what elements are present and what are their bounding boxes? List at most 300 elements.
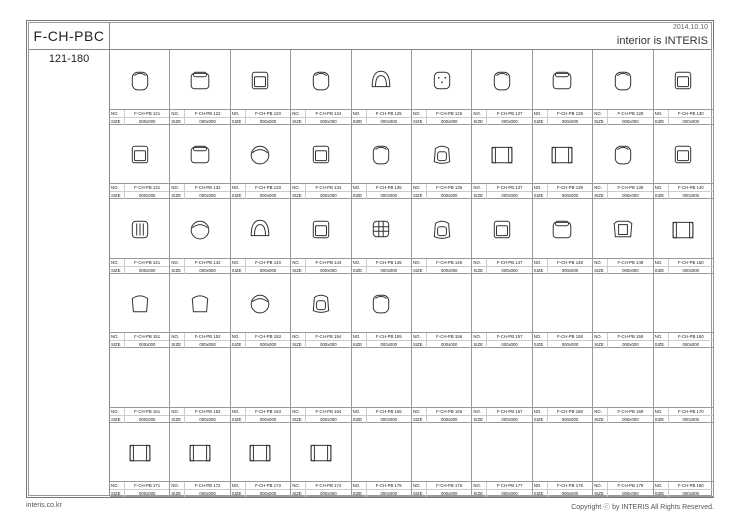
- chair-grid: [110, 50, 711, 495]
- chair-size: 000x000: [501, 342, 518, 347]
- size-key: SIZE: [352, 490, 367, 497]
- chair-sofa-icon: [551, 143, 573, 165]
- chair-size: 000x000: [320, 193, 337, 198]
- no-key: NO.: [110, 408, 125, 415]
- chair-code: F-CH-PB 140: [677, 185, 704, 190]
- chair-code: F-CH-PB 172: [194, 483, 221, 488]
- no-key: NO.: [352, 482, 367, 489]
- chair-cell: [533, 50, 593, 125]
- chair-picture: [170, 348, 229, 408]
- size-key: SIZE: [352, 416, 367, 423]
- size-key: SIZE: [533, 341, 548, 348]
- chair-cell: [110, 50, 170, 125]
- size-key: SIZE: [533, 490, 548, 497]
- chair-size: 000x000: [682, 342, 700, 347]
- size-key: SIZE: [110, 267, 125, 274]
- size-key: SIZE: [352, 341, 367, 348]
- chair-cell: [231, 125, 291, 200]
- size-key: SIZE: [412, 267, 427, 274]
- chair-code: F-CH-PB 128: [557, 110, 583, 116]
- chair-cell: [231, 348, 291, 423]
- chair-code: F-CH-PB 165: [375, 408, 402, 414]
- chair-tub-icon: [431, 218, 453, 240]
- no-key: NO.: [472, 408, 487, 415]
- no-key: NO.: [533, 184, 548, 191]
- size-key: SIZE: [412, 192, 427, 199]
- no-key: NO.: [472, 333, 487, 340]
- chair-label: [352, 183, 411, 198]
- size-key: SIZE: [472, 192, 487, 199]
- chair-cell: [472, 125, 532, 200]
- chair-label: [593, 332, 652, 347]
- chair-cell: [412, 199, 472, 274]
- chair-picture: [533, 423, 592, 483]
- no-key: NO.: [412, 408, 427, 415]
- chair-cell: [291, 423, 351, 498]
- chair-label: [654, 481, 713, 496]
- chair-label: [533, 407, 592, 422]
- chair-sofa-icon: [249, 441, 271, 463]
- no-key: NO.: [412, 482, 427, 489]
- chair-cell: [170, 50, 230, 125]
- chair-code: F-CH-PB 166: [436, 408, 463, 414]
- chair-size: 000x000: [440, 267, 458, 273]
- no-key: NO.: [593, 482, 608, 489]
- size-key: SIZE: [412, 341, 427, 348]
- size-key: SIZE: [110, 490, 125, 497]
- no-key: NO.: [654, 110, 669, 117]
- chair-size: 000x000: [682, 267, 700, 273]
- size-key: SIZE: [654, 341, 669, 348]
- chair-size: 000x000: [199, 118, 216, 124]
- chair-picture: [291, 274, 350, 334]
- chair-picture: [472, 274, 531, 334]
- size-key: SIZE: [170, 192, 185, 199]
- chair-tufted-icon: [431, 69, 453, 91]
- chair-picture: [412, 199, 471, 259]
- chair-label: [231, 407, 290, 422]
- size-key: SIZE: [593, 118, 608, 125]
- chair-cell: [110, 199, 170, 274]
- chair-size: 000x000: [138, 416, 156, 422]
- chair-code: F-CH-PB 180: [677, 483, 704, 488]
- no-key: NO.: [170, 333, 185, 340]
- chair-picture: [412, 274, 471, 334]
- chair-size: 000x000: [440, 118, 458, 124]
- chair-picture: [533, 348, 592, 408]
- chair-size: 000x000: [380, 118, 398, 124]
- size-key: SIZE: [291, 490, 306, 497]
- chair-cell: [352, 274, 412, 349]
- chair-size: 000x000: [259, 342, 277, 347]
- chair-cell: [352, 50, 412, 125]
- chair-size: 000x000: [561, 416, 579, 422]
- chair-code: F-CH-PB 136: [436, 185, 463, 190]
- size-key: SIZE: [291, 341, 306, 348]
- footer-copyright: Copyright ⓒ by INTERIS All Rights Reserved.: [571, 504, 714, 511]
- no-key: NO.: [352, 184, 367, 191]
- size-key: SIZE: [533, 267, 548, 274]
- chair-box-icon: [249, 69, 271, 91]
- no-key: NO.: [231, 482, 246, 489]
- chair-box-icon: [129, 143, 151, 165]
- chair-size: 000x000: [199, 416, 216, 422]
- chair-picture: [533, 199, 592, 259]
- chair-code: F-CH-PB 125: [375, 110, 402, 116]
- chair-label: [170, 109, 229, 124]
- chair-size: 000x000: [259, 416, 277, 422]
- chair-cell: [533, 423, 593, 498]
- chair-size: 000x000: [320, 118, 337, 124]
- chair-size: 000x000: [138, 342, 156, 347]
- no-key: NO.: [352, 333, 367, 340]
- chair-picture: [170, 423, 229, 483]
- chair-cell: [352, 348, 412, 423]
- size-key: SIZE: [231, 118, 246, 125]
- chair-code: F-CH-PB 174: [315, 483, 342, 488]
- chair-round-icon: [370, 143, 392, 165]
- chair-picture: [654, 50, 713, 110]
- chair-box-icon: [310, 218, 332, 240]
- chair-code: F-CH-PB 161: [134, 408, 161, 414]
- chair-cell: [170, 423, 230, 498]
- chair-size: 000x000: [440, 491, 458, 496]
- chair-code: F-CH-PB 169: [617, 408, 644, 414]
- chair-size: 000x000: [501, 267, 518, 273]
- no-key: NO.: [533, 333, 548, 340]
- no-key: NO.: [533, 110, 548, 117]
- chair-label: [291, 258, 350, 273]
- chair-picture: [472, 50, 531, 110]
- chair-picture: [110, 50, 169, 110]
- chair-code: F-CH-PB 133: [255, 185, 281, 190]
- no-key: NO.: [110, 333, 125, 340]
- chair-code: F-CH-PB 145: [375, 259, 402, 265]
- chair-cell: [533, 199, 593, 274]
- number-range: 121-180: [48, 53, 90, 65]
- size-key: SIZE: [231, 490, 246, 497]
- chair-cell: [291, 274, 351, 349]
- sheet-code: F-CH-PBC: [29, 23, 109, 50]
- chair-size: 000x000: [561, 342, 579, 347]
- no-key: NO.: [110, 110, 125, 117]
- chair-code: F-CH-PB 143: [255, 259, 281, 265]
- no-key: NO.: [533, 408, 548, 415]
- chair-cell: [352, 199, 412, 274]
- no-key: NO.: [472, 259, 487, 266]
- chair-wide-icon: [189, 143, 211, 165]
- chair-code: F-CH-PB 164: [315, 408, 342, 414]
- chair-cell: [654, 274, 714, 349]
- size-key: SIZE: [472, 416, 487, 423]
- chair-size: 000x000: [199, 342, 216, 347]
- chair-picture: [654, 199, 713, 259]
- size-key: SIZE: [352, 267, 367, 274]
- chair-cell: [231, 274, 291, 349]
- chair-picture: [533, 274, 592, 334]
- chair-picture: [110, 125, 169, 185]
- chair-code: F-CH-PB 171: [134, 483, 161, 488]
- size-key: SIZE: [170, 490, 185, 497]
- chair-picture: [593, 348, 652, 408]
- size-key: SIZE: [231, 267, 246, 274]
- chair-code: F-CH-PB 152: [194, 334, 221, 339]
- chair-size: 000x000: [320, 342, 337, 347]
- chair-sofa-icon: [189, 441, 211, 463]
- chair-size: 000x000: [259, 193, 277, 198]
- chair-box-icon: [672, 143, 694, 165]
- no-key: NO.: [472, 482, 487, 489]
- chair-code: F-CH-PB 175: [375, 483, 402, 488]
- chair-picture: [352, 274, 411, 334]
- size-key: SIZE: [472, 490, 487, 497]
- chair-picture: [412, 348, 471, 408]
- chair-code: F-CH-PB 167: [496, 408, 523, 414]
- chair-label: [654, 407, 713, 422]
- chair-shell-icon: [249, 143, 271, 165]
- chair-cell: [654, 348, 714, 423]
- no-key: NO.: [654, 482, 669, 489]
- chair-code: F-CH-PB 130: [677, 110, 704, 116]
- chair-size: 000x000: [138, 491, 156, 496]
- chair-size: 000x000: [501, 416, 518, 422]
- chair-shell-icon: [249, 292, 271, 314]
- chair-code: F-CH-PB 123: [255, 110, 281, 116]
- chair-picture: [593, 199, 652, 259]
- chair-picture: [352, 423, 411, 483]
- chair-code: F-CH-PB 121: [134, 110, 161, 116]
- no-key: NO.: [472, 110, 487, 117]
- no-key: NO.: [654, 408, 669, 415]
- no-key: NO.: [412, 110, 427, 117]
- no-key: NO.: [231, 110, 246, 117]
- chair-size: 000x000: [259, 118, 277, 124]
- chair-label: [654, 183, 713, 198]
- size-key: SIZE: [170, 267, 185, 274]
- no-key: NO.: [291, 482, 306, 489]
- no-key: NO.: [170, 482, 185, 489]
- footer-site: interis.co.kr: [26, 502, 62, 509]
- no-key: NO.: [352, 259, 367, 266]
- chair-label: [110, 407, 169, 422]
- chair-code: F-CH-PB 179: [617, 483, 644, 488]
- chair-cell: [472, 348, 532, 423]
- chair-picture: [110, 348, 169, 408]
- chair-label: [472, 407, 531, 422]
- chair-label: [472, 109, 531, 124]
- chair-picture: [654, 348, 713, 408]
- chair-code: F-CH-PB 154: [315, 334, 342, 339]
- chair-label: [291, 407, 350, 422]
- chair-round-icon: [612, 69, 634, 91]
- chair-picture: [593, 274, 652, 334]
- chair-label: [412, 407, 471, 422]
- chair-code: F-CH-PB 141: [134, 259, 161, 265]
- chair-picture: [472, 348, 531, 408]
- chair-label: [231, 109, 290, 124]
- drawing-sheet: [26, 20, 714, 498]
- chair-cell: [593, 423, 653, 498]
- chair-picture: [170, 199, 229, 259]
- chair-picture: [110, 274, 169, 334]
- no-key: NO.: [412, 259, 427, 266]
- chair-label: [593, 109, 652, 124]
- chair-size: 000x000: [622, 193, 639, 198]
- chair-label: [654, 258, 713, 273]
- chair-size: 000x000: [199, 193, 216, 198]
- size-key: SIZE: [291, 118, 306, 125]
- no-key: NO.: [412, 184, 427, 191]
- no-key: NO.: [170, 110, 185, 117]
- chair-round-icon: [310, 69, 332, 91]
- chair-size: 000x000: [138, 118, 156, 124]
- chair-label: [412, 332, 471, 347]
- size-key: SIZE: [291, 416, 306, 423]
- chair-label: [110, 481, 169, 496]
- size-key: SIZE: [654, 490, 669, 497]
- chair-size: 000x000: [622, 267, 639, 273]
- chair-picture: [472, 199, 531, 259]
- size-key: SIZE: [654, 192, 669, 199]
- chair-picture: [170, 50, 229, 110]
- chair-size: 000x000: [320, 416, 337, 422]
- size-key: SIZE: [412, 490, 427, 497]
- no-key: NO.: [593, 333, 608, 340]
- chair-label: [412, 481, 471, 496]
- chair-picture: [291, 125, 350, 185]
- chair-size: 000x000: [440, 416, 458, 422]
- chair-cell: [654, 50, 714, 125]
- chair-picture: [472, 125, 531, 185]
- size-key: SIZE: [412, 118, 427, 125]
- chair-cell: [412, 423, 472, 498]
- chair-label: [593, 183, 652, 198]
- chair-size: 000x000: [380, 416, 398, 422]
- chair-cell: [231, 423, 291, 498]
- size-key: SIZE: [110, 416, 125, 423]
- chair-wide-icon: [551, 69, 573, 91]
- chair-tub-icon: [431, 143, 453, 165]
- size-key: SIZE: [472, 341, 487, 348]
- chair-size: 000x000: [320, 267, 337, 273]
- chair-picture: [170, 274, 229, 334]
- chair-cell: [110, 348, 170, 423]
- chair-label: [533, 332, 592, 347]
- chair-code: F-CH-PB 134: [315, 185, 342, 190]
- size-key: SIZE: [110, 341, 125, 348]
- chair-size: 000x000: [501, 491, 518, 496]
- chair-size: 000x000: [320, 491, 337, 496]
- chair-cell: [231, 199, 291, 274]
- chair-label: [291, 481, 350, 496]
- chair-size: 000x000: [138, 193, 156, 198]
- sheet-frame: [28, 22, 712, 496]
- chair-label: [231, 258, 290, 273]
- chair-cell: [593, 274, 653, 349]
- chair-cell: [472, 423, 532, 498]
- chair-picture: [412, 50, 471, 110]
- chair-picture: [472, 423, 531, 483]
- no-key: NO.: [231, 259, 246, 266]
- chair-picture: [352, 348, 411, 408]
- chair-cell: [533, 125, 593, 200]
- chair-label: [472, 481, 531, 496]
- chair-code: F-CH-PB 173: [255, 483, 281, 488]
- chair-cell: [412, 125, 472, 200]
- chair-picture: [654, 125, 713, 185]
- sheet-header: [109, 23, 711, 50]
- chair-size: 000x000: [199, 491, 216, 496]
- chair-cell: [231, 50, 291, 125]
- chair-label: [472, 332, 531, 347]
- chair-label: [291, 109, 350, 124]
- chair-label: [231, 481, 290, 496]
- size-key: SIZE: [170, 118, 185, 125]
- chair-cell: [593, 50, 653, 125]
- chair-code: F-CH-PB 144: [315, 259, 342, 265]
- no-key: NO.: [654, 259, 669, 266]
- no-key: NO.: [291, 408, 306, 415]
- chair-code: F-CH-PB 148: [557, 259, 583, 265]
- chair-wide-icon: [189, 69, 211, 91]
- chair-cell: [533, 348, 593, 423]
- chair-label: [412, 258, 471, 273]
- chair-label: [291, 183, 350, 198]
- chair-picture: [533, 50, 592, 110]
- chair-size: 000x000: [682, 118, 700, 124]
- no-key: NO.: [231, 184, 246, 191]
- size-key: SIZE: [593, 416, 608, 423]
- size-key: SIZE: [170, 416, 185, 423]
- chair-cell: [472, 50, 532, 125]
- chair-sofa-icon: [129, 441, 151, 463]
- size-key: SIZE: [231, 192, 246, 199]
- chair-size: 000x000: [138, 267, 156, 273]
- chair-label: [231, 183, 290, 198]
- no-key: NO.: [533, 259, 548, 266]
- chair-size: 000x000: [380, 267, 398, 273]
- size-key: SIZE: [533, 192, 548, 199]
- chair-picture: [412, 125, 471, 185]
- chair-cell: [170, 199, 230, 274]
- chair-code: F-CH-PB 151: [134, 334, 161, 339]
- chair-size: 000x000: [682, 193, 700, 198]
- chair-cell: [593, 199, 653, 274]
- chair-size: 000x000: [622, 118, 639, 124]
- chair-code: F-CH-PB 155: [375, 334, 402, 339]
- chair-label: [412, 183, 471, 198]
- chair-cell: [472, 274, 532, 349]
- chair-cell: [170, 274, 230, 349]
- chair-size: 000x000: [199, 267, 216, 273]
- size-key: SIZE: [593, 192, 608, 199]
- size-key: SIZE: [472, 118, 487, 125]
- chair-cell: [533, 274, 593, 349]
- chair-label: [654, 109, 713, 124]
- chair-arch-icon: [249, 218, 271, 240]
- chair-cell: [593, 348, 653, 423]
- chair-round-icon: [612, 143, 634, 165]
- chair-label: [593, 481, 652, 496]
- size-key: SIZE: [352, 192, 367, 199]
- chair-picture: [291, 423, 350, 483]
- title-column: [29, 23, 110, 495]
- chair-picture: [352, 199, 411, 259]
- size-key: SIZE: [472, 267, 487, 274]
- chair-code: F-CH-PB 160: [677, 334, 704, 339]
- chair-label: [654, 332, 713, 347]
- no-key: NO.: [352, 110, 367, 117]
